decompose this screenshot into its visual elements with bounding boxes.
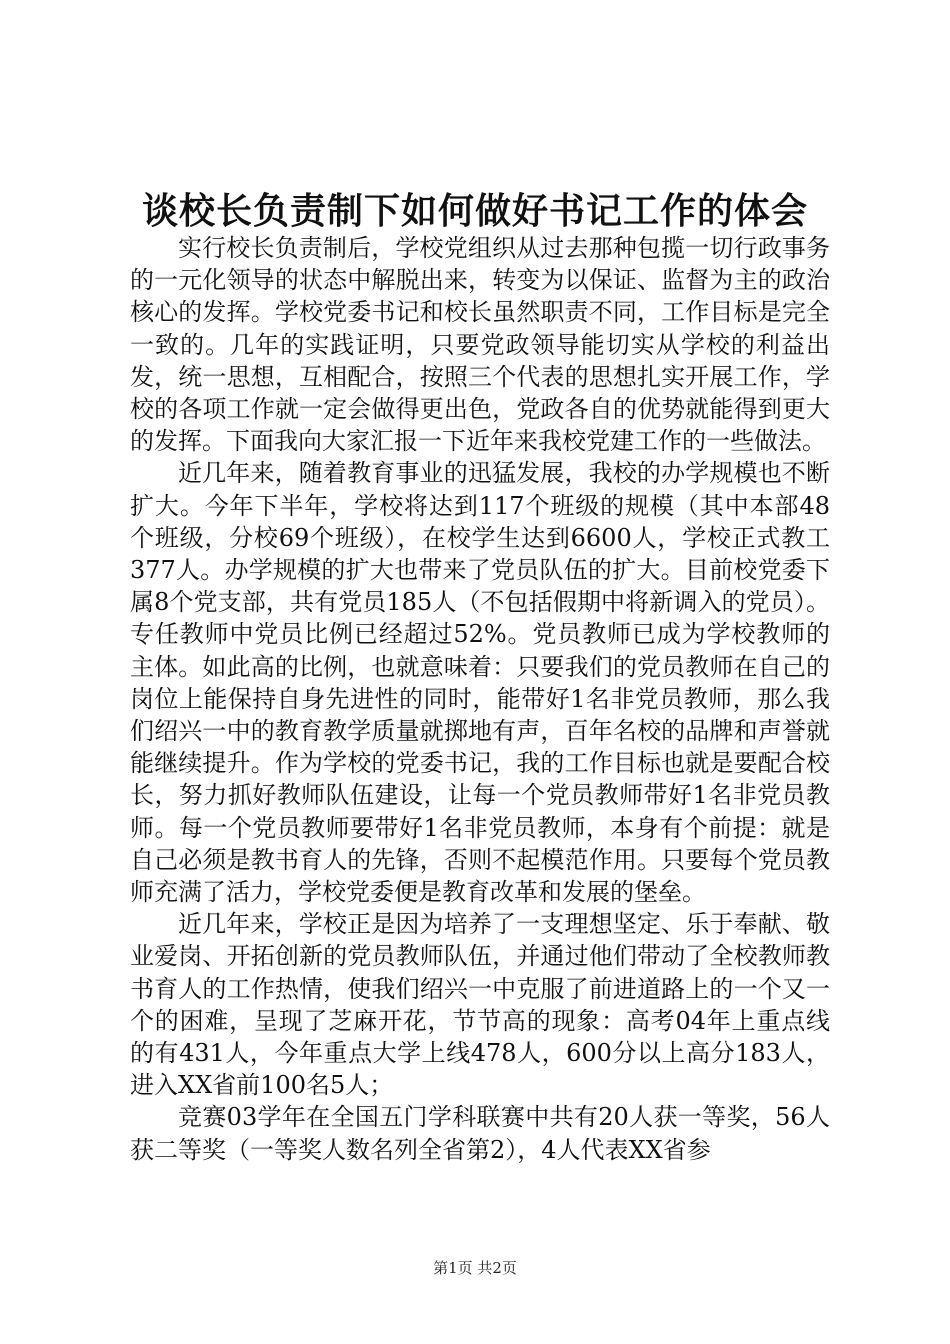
body-paragraph: 竞赛03学年在全国五门学科联赛中共有20人获一等奖，56人获二等奖（一等奖人数名列全省第2），4人代表XX省参 bbox=[130, 1103, 830, 1164]
document-body bbox=[130, 232, 830, 1166]
page-footer: 第1页 共2页 bbox=[433, 1259, 517, 1277]
body-paragraph: 近几年来，学校正是因为培养了一支理想坚定、乐于奉献、敬业爱岗、开拓创新的党员教师队伍，并通过他们带动了全校教师教书育人的工作热情，使我们绍兴一中克服了前进道路上的一个又一个的困难，呈现了芝麻开花，节节高的现象：高考04年上重点线的有431人，今年重点大学上线478人，600分以上高分183人，进入XX省前100名5人； bbox=[130, 910, 830, 1100]
body-paragraph: 近几年来，随着教育事业的迅猛发展，我校的办学规模也不断扩大。今年下半年，学校将达到117个班级的规模（其中本部48个班级，分校69个班级），在校学生达到6600人，学校正式教工377人。办学规模的扩大也带来了党员队伍的扩大。目前校党委下属8个党支部，共有党员185人（不包括假期中将新调入的党员）。专任教师中党员比例已经超过52%。党员教师已成为学校教师的主体。如此高的比例，也就意味着：只要我们的党员教师在自己的岗位上能保持自身先进性的同时，能带好1名非党员教师，那么我们绍兴一中的教育教学质量就掷地有声，百年名校的品牌和声誉就能继续提升。作为学校的党委书记，我的工作目标也就是要配合校长，努力抓好教师队伍建设，让每一个党员教师带好1名非党员教师。每一个党员教师要带好1名非党员教师，本身有个前提：就是自己必须是教书育人的先锋，否则不起模范作用。只要每个党员教师充满了活力，学校党委便是教育改革和发展的堡垒。 bbox=[130, 459, 830, 907]
document-title: 谈校长负责制下如何做好书记工作的体会 bbox=[141, 190, 808, 232]
body-paragraph: 实行校长负责制后，学校党组织从过去那种包揽一切行政事务的一元化领导的状态中解脱出来，转变为以保证、监督为主的政治核心的发挥。学校党委书记和校长虽然职责不同，工作目标是完全一致的。几年的实践证明，只要党政领导能切实从学校的利益出发，统一思想，互相配合，按照三个代表的思想扎实开展工作，学校的各项工作就一定会做得更出色，党政各自的优势就能得到更大的发挥。下面我向大家汇报一下近年来我校党建工作的一些做法。 bbox=[130, 234, 830, 456]
